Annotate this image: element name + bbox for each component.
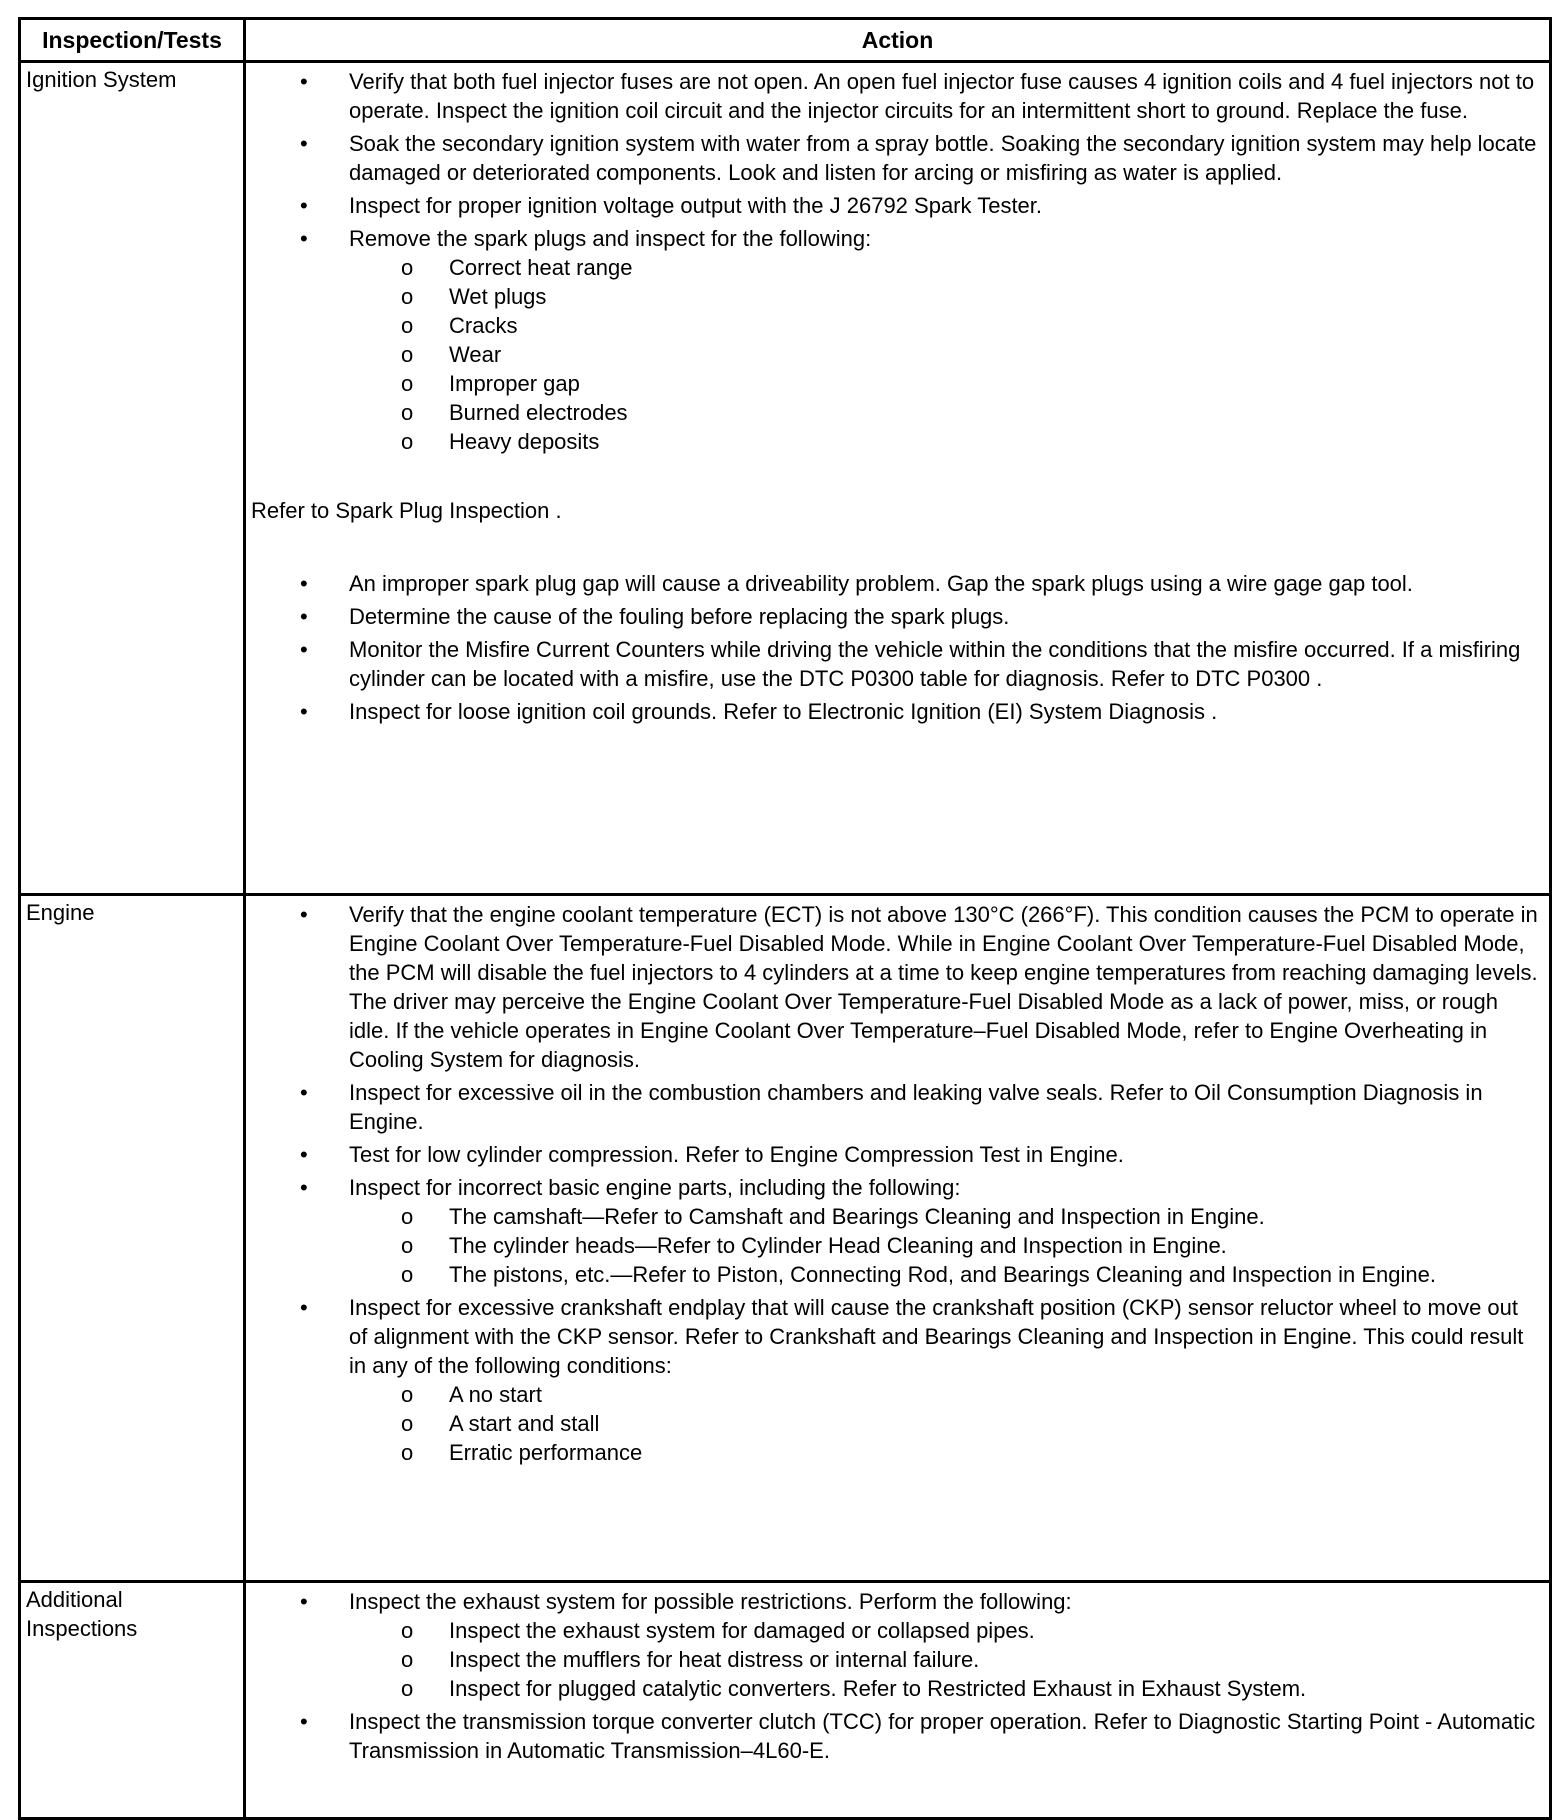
sub-bullet-icon: o	[401, 1233, 414, 1258]
list-item	[251, 635, 1539, 693]
bullet-icon: •	[300, 1080, 308, 1105]
sub-bullet-icon: o	[401, 284, 414, 309]
list-item-text: Verify that both fuel injector fuses are not open. An open fuel injector fuse causes 4 ignition coils and 4 fuel injectors not to operate. Inspect the ignition coil circuit and the injector circuits for an intermittent short to ground. Replace the fuse.	[349, 69, 1535, 123]
bullet-icon: •	[300, 1142, 308, 1167]
sub-list-item	[349, 398, 1539, 427]
list-item-text: Inspect for proper ignition voltage output with the J 26792 Spark Tester.	[349, 193, 1043, 218]
bullet-icon: •	[300, 1709, 308, 1734]
sub-list-item-text: Burned electrodes	[449, 400, 628, 425]
sub-list-item-text: Inspect the exhaust system for damaged or collapsed pipes.	[449, 1618, 1035, 1643]
list-item	[251, 569, 1539, 598]
sub-list-item-text: A start and stall	[449, 1411, 600, 1436]
sub-list-item-text: Improper gap	[449, 371, 580, 396]
bullet-icon: •	[300, 637, 308, 662]
bullet-icon: •	[300, 571, 308, 596]
sub-bullet-list	[349, 1616, 1539, 1703]
list-item-text: Verify that the engine coolant temperature (ECT) is not above 130°C (266°F). This condition causes the PCM to operate in Engine Coolant Over Temperature-Fuel Disabled Mode. While in Engine Coolant Over Temperature-Fuel Disabled Mode, the PCM will disable the fuel injectors to 4 cylinders at a time to keep engine temperatures from reaching damaging levels. The driver may perceive the Engine Coolant Over Temperature-Fuel Disabled Mode as a lack of power, miss, or rough idle. If the vehicle operates in Engine Coolant Over Temperature–Fuel Disabled Mode, refer to Engine Overheating in Cooling System for diagnosis.	[349, 902, 1538, 1072]
header-action: Action	[245, 19, 1551, 62]
action-cell-ignition-system	[245, 62, 1551, 895]
list-item-text: Soak the secondary ignition system with water from a spray bottle. Soaking the secondary ignition system may help locate damaged or deteriorated components. Look and listen for arcing or misfiring as water is applied.	[349, 131, 1537, 185]
sub-bullet-icon: o	[401, 429, 414, 454]
bullet-list	[251, 569, 1539, 726]
bullet-icon: •	[300, 226, 308, 251]
sub-bullet-icon: o	[401, 371, 414, 396]
sub-bullet-icon: o	[401, 1618, 414, 1643]
action-cell-additional-inspections	[245, 1582, 1551, 1819]
sub-list-item	[349, 1438, 1539, 1467]
list-item-text: Test for low cylinder compression. Refer to Engine Compression Test in Engine.	[349, 1142, 1124, 1167]
bullet-list	[251, 67, 1539, 456]
sub-list-item	[349, 1409, 1539, 1438]
list-item	[251, 900, 1539, 1074]
list-item	[251, 1173, 1539, 1289]
list-item-text: Inspect the transmission torque converter clutch (TCC) for proper operation. Refer to Diagnostic Starting Point - Automatic Transmission in Automatic Transmission–4L60-E.	[349, 1709, 1536, 1763]
sub-list-item	[349, 1674, 1539, 1703]
sub-list-item-text: The camshaft—Refer to Camshaft and Bearings Cleaning and Inspection in Engine.	[449, 1204, 1265, 1229]
sub-list-item-text: The cylinder heads—Refer to Cylinder Head Cleaning and Inspection in Engine.	[449, 1233, 1227, 1258]
sub-bullet-icon: o	[401, 1204, 414, 1229]
list-item-text: Monitor the Misfire Current Counters while driving the vehicle within the conditions that the misfire occurred. If a misfiring cylinder can be located with a misfire, use the DTC P0300 table for diagnosis. Refer to DTC P0300 .	[349, 637, 1521, 691]
sub-bullet-icon: o	[401, 1676, 414, 1701]
sub-list-item-text: Heavy deposits	[449, 429, 600, 454]
row-label-ignition-system: Ignition System	[20, 62, 245, 895]
spark-plug-reference-note: Refer to Spark Plug Inspection .	[251, 498, 562, 523]
sub-list-item	[349, 427, 1539, 456]
list-item	[251, 697, 1539, 726]
list-item-text: Inspect the exhaust system for possible restrictions. Perform the following:	[349, 1589, 1072, 1614]
table-row-engine	[20, 895, 1551, 1582]
list-item-text: Determine the cause of the fouling before replacing the spark plugs.	[349, 604, 1010, 629]
list-item	[251, 1293, 1539, 1467]
sub-list-item-text: Wear	[449, 342, 502, 367]
sub-list-item-text: Wet plugs	[449, 284, 547, 309]
bullet-icon: •	[300, 902, 308, 927]
sub-bullet-icon: o	[401, 1647, 414, 1672]
list-item	[251, 129, 1539, 187]
list-item-text: Remove the spark plugs and inspect for the following:	[349, 226, 872, 251]
bullet-list	[251, 1587, 1539, 1765]
sub-bullet-icon: o	[401, 1262, 414, 1287]
list-item	[251, 602, 1539, 631]
sub-list-item-text: The pistons, etc.—Refer to Piston, Connecting Rod, and Bearings Cleaning and Inspection in Engine.	[449, 1262, 1436, 1287]
header-inspection-tests: Inspection/Tests	[20, 19, 245, 62]
list-item-text: Inspect for excessive oil in the combustion chambers and leaking valve seals. Refer to Oil Consumption Diagnosis in Engine.	[349, 1080, 1483, 1134]
list-item	[251, 224, 1539, 456]
sub-list-item	[349, 1380, 1539, 1409]
sub-list-item	[349, 253, 1539, 282]
row-label-additional-inspections: Additional Inspections	[20, 1582, 245, 1819]
table-row-additional-inspections	[20, 1582, 1551, 1819]
sub-list-item-text: Erratic performance	[449, 1440, 643, 1465]
bullet-icon: •	[300, 69, 308, 94]
table-row-ignition-system	[20, 62, 1551, 895]
bullet-icon: •	[300, 1175, 308, 1200]
sub-list-item-text: Cracks	[449, 313, 518, 338]
sub-list-item	[349, 1260, 1539, 1289]
bullet-icon: •	[300, 193, 308, 218]
bullet-icon: •	[300, 131, 308, 156]
sub-list-item-text: Inspect for plugged catalytic converters. Refer to Restricted Exhaust in Exhaust System.	[449, 1676, 1307, 1701]
list-item	[251, 1140, 1539, 1169]
list-item-text: Inspect for incorrect basic engine parts, including the following:	[349, 1175, 961, 1200]
sub-list-item-text: Inspect the mufflers for heat distress or internal failure.	[449, 1647, 980, 1672]
list-item	[251, 1078, 1539, 1136]
sub-list-item	[349, 311, 1539, 340]
inspection-table	[18, 17, 1552, 1820]
list-item	[251, 191, 1539, 220]
sub-list-item	[349, 1645, 1539, 1674]
sub-list-item-text: A no start	[449, 1382, 542, 1407]
table-header-row	[20, 19, 1551, 62]
sub-list-item	[349, 369, 1539, 398]
bullet-icon: •	[300, 1295, 308, 1320]
bullet-icon: •	[300, 699, 308, 724]
sub-bullet-icon: o	[401, 1382, 414, 1407]
list-item	[251, 67, 1539, 125]
sub-list-item	[349, 1202, 1539, 1231]
bullet-list	[251, 900, 1539, 1467]
list-item	[251, 1707, 1539, 1765]
bullet-icon: •	[300, 1589, 308, 1614]
sub-list-item	[349, 1231, 1539, 1260]
sub-bullet-list	[349, 1202, 1539, 1289]
sub-list-item	[349, 282, 1539, 311]
bullet-icon: •	[300, 604, 308, 629]
row-label-engine: Engine	[20, 895, 245, 1582]
sub-bullet-icon: o	[401, 342, 414, 367]
sub-bullet-icon: o	[401, 1440, 414, 1465]
sub-bullet-icon: o	[401, 255, 414, 280]
sub-bullet-icon: o	[401, 400, 414, 425]
sub-bullet-icon: o	[401, 313, 414, 338]
sub-bullet-list	[349, 253, 1539, 456]
sub-bullet-list	[349, 1380, 1539, 1467]
list-item	[251, 1587, 1539, 1703]
sub-list-item-text: Correct heat range	[449, 255, 633, 280]
list-item-text: Inspect for excessive crankshaft endplay that will cause the crankshaft position (CKP) sensor reluctor wheel to move out of alignment with the CKP sensor. Refer to Crankshaft and Bearings Cleaning and Inspection in Engine. This could result in any of the following conditions:	[349, 1295, 1524, 1378]
action-cell-engine	[245, 895, 1551, 1582]
sub-list-item	[349, 1616, 1539, 1645]
sub-list-item	[349, 340, 1539, 369]
list-item-text: Inspect for loose ignition coil grounds. Refer to Electronic Ignition (EI) System Diagnosis .	[349, 699, 1218, 724]
sub-bullet-icon: o	[401, 1411, 414, 1436]
list-item-text: An improper spark plug gap will cause a driveability problem. Gap the spark plugs using a wire gage gap tool.	[349, 571, 1413, 596]
